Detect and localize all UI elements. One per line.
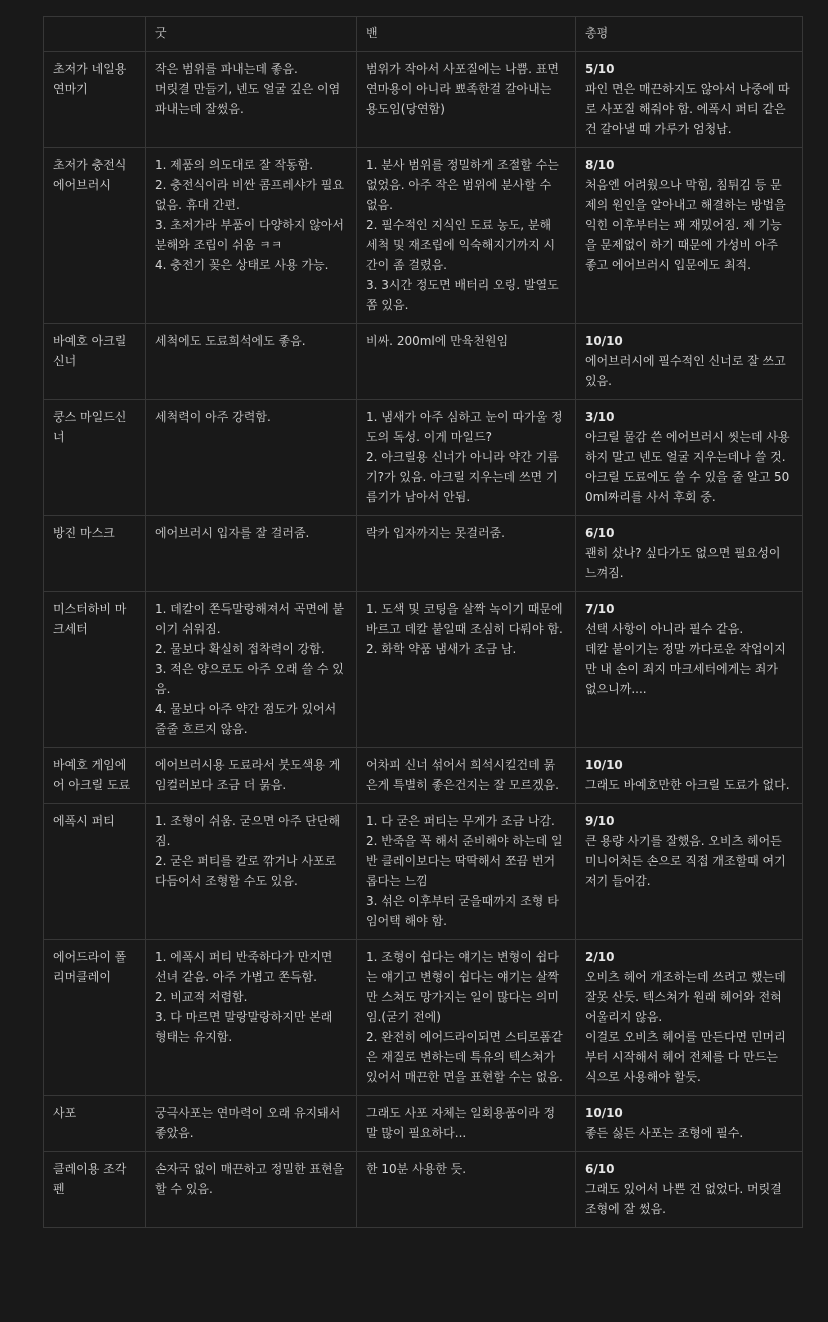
score-value: 6/10 [585,1162,615,1176]
score-value: 6/10 [585,526,615,540]
item-name-cell: 바예호 게임에어 아크릴 도료 [44,748,146,804]
bad-cell-line: 2. 아크릴용 신너가 아니라 약간 기름기?가 있음. 아크릴 지우는데 쓰면 기름기가 남아서 안됨. [366,450,559,504]
review-cell [576,804,803,940]
bad-cell-line: 그래도 사포 자체는 일회용품이라 정말 많이 필요하다... [366,1106,556,1140]
table-row [44,592,803,748]
table-body [44,52,803,1228]
table-row [44,1152,803,1228]
review-cell [576,1152,803,1228]
good-cell [146,324,357,400]
table-row [44,400,803,516]
review-table [43,16,803,1228]
bad-cell [357,940,576,1096]
good-cell [146,748,357,804]
review-cell [576,592,803,748]
review-line: 이걸로 오비츠 헤어를 만든다면 민머리부터 시작해서 헤어 전체를 다 만드는 식으로 사용해야 할듯. [585,1030,786,1084]
table-row [44,1096,803,1152]
score-value: 7/10 [585,602,615,616]
bad-cell-line: 1. 분사 범위를 정밀하게 조절할 수는 없었음. 아주 작은 범위에 분사할 수 없음. [366,158,559,212]
review-line: 큰 용량 사기를 잘했음. 오비츠 헤어든 미니어처든 손으로 직접 개조할때 여기저기 들어감. [585,834,786,888]
item-name-cell: 클레이용 조각펜 [44,1152,146,1228]
good-cell-line: 1. 조형이 쉬움. 굳으면 아주 단단해짐. [155,814,341,848]
good-cell [146,516,357,592]
good-cell-line: 작은 범위를 파내는데 좋음. [155,62,298,76]
table-row [44,748,803,804]
bad-cell-line: 2. 반죽을 꼭 해서 준비해야 하는데 일반 클레이보다는 딱딱해서 쪼끔 번거롭다는 느낌 [366,834,563,888]
header-cell-bad: 밴 [357,17,576,52]
score-value: 2/10 [585,950,615,964]
good-cell-line: 1. 제품의 의도대로 잘 작동함. [155,158,314,172]
review-cell [576,324,803,400]
bad-cell [357,148,576,324]
good-cell [146,148,357,324]
bad-cell-line: 락카 입자까지는 못걸러줌. [366,526,505,540]
review-cell [576,148,803,324]
good-cell-line: 궁극사포는 연마력이 오래 유지돼서 좋았음. [155,1106,341,1140]
table-row [44,148,803,324]
bad-cell-line: 3. 섞은 이후부터 굳을때까지 조형 타임어택 해야 함. [366,894,559,928]
good-cell [146,400,357,516]
score-value: 10/10 [585,758,623,772]
header-row [44,17,803,52]
review-line: 오비츠 헤어 개조하는데 쓰려고 했는데 잘못 산듯. 텍스쳐가 원래 헤어와 전혀 어울리지 않음. [585,970,786,1024]
score-value: 10/10 [585,1106,623,1120]
item-name-cell: 에어드라이 폴리머클레이 [44,940,146,1096]
good-cell-line: 머릿결 만들기, 넨도 얼굴 깊은 이염 파내는데 잘썼음. [155,82,341,116]
bad-cell-line: 어차피 신너 섞어서 희석시킬건데 묽은게 특별히 좋은건지는 잘 모르겠음. [366,758,559,792]
table-row [44,52,803,148]
bad-cell [357,516,576,592]
bad-cell-line: 3. 3시간 정도면 배터리 오링. 발열도 쫌 있음. [366,278,559,312]
bad-cell-line: 1. 다 굳은 퍼티는 무게가 조금 나감. [366,814,555,828]
item-name-cell: 바예호 아크릴 신너 [44,324,146,400]
good-cell-line: 3. 적은 양으로도 아주 오래 쓸 수 있음. [155,662,344,696]
good-cell-line: 2. 충전식이라 비싼 콤프레샤가 필요없음. 휴대 간편. [155,178,344,212]
score-value: 9/10 [585,814,615,828]
review-cell [576,940,803,1096]
bad-cell-line: 2. 화학 약품 냄새가 조금 남. [366,642,517,656]
review-cell [576,1096,803,1152]
review-line: 그래도 있어서 나쁜 건 없었다. 머릿결 조형에 잘 썼음. [585,1182,782,1216]
score-value: 10/10 [585,334,623,348]
item-name-cell: 미스터하비 마크세터 [44,592,146,748]
review-line: 데칼 붙이기는 정말 까다로운 작업이지만 내 손이 죄지 마크세터에게는 죄가 없으니까.... [585,642,786,696]
score-value: 5/10 [585,62,615,76]
good-cell-line: 2. 물보다 확실히 접착력이 강함. [155,642,325,656]
item-name-cell: 초저가 충전식 에어브러시 [44,148,146,324]
good-cell [146,52,357,148]
review-line: 아크릴 물감 쓴 에어브러시 씻는데 사용하지 말고 넨도 얼굴 지우는데나 쓸 것. [585,430,790,464]
good-cell [146,1096,357,1152]
review-line: 좋든 싫든 사포는 조형에 필수. [585,1126,744,1140]
good-cell-line: 1. 데칼이 쫀득말랑해져서 곡면에 붙이기 쉬워짐. [155,602,344,636]
bad-cell [357,324,576,400]
good-cell-line: 3. 초저가라 부품이 다양하지 않아서 분해와 조립이 쉬움 ㅋㅋ [155,218,344,252]
good-cell-line: 3. 다 마르면 말랑말랑하지만 본래 형태는 유지함. [155,1010,333,1044]
score-value: 3/10 [585,410,615,424]
bad-cell-line: 비싸. 200ml에 만육천원임 [366,334,509,348]
review-line: 처음엔 어려웠으나 막힘, 침튀김 등 문제의 원인을 알아내고 해결하는 방법을 익힌 이후부터는 꽤 재밌어짐. 제 기능을 문제없이 하기 때문에 가성비 아주 좋고 에어브러시 입문에도 최적. [585,178,786,272]
table-row [44,324,803,400]
item-name-cell: 에폭시 퍼티 [44,804,146,940]
bad-cell [357,1096,576,1152]
good-cell [146,940,357,1096]
review-line: 괜히 샀나? 싶다가도 없으면 필요성이 느껴짐. [585,546,781,580]
review-cell [576,400,803,516]
bad-cell-line: 범위가 작아서 사포질에는 나쁨. 표면 연마용이 아니라 뾰족한걸 갈아내는 용도임(당연함) [366,62,559,116]
item-name-cell: 초저가 네일용 연마기 [44,52,146,148]
review-table-container [43,16,802,1228]
header-cell-good: 굿 [146,17,357,52]
review-line: 아크릴 도료에도 쓸 수 있을 줄 알고 500ml짜리를 사서 후회 중. [585,470,790,504]
good-cell-line: 세척력이 아주 강력함. [155,410,271,424]
bad-cell-line: 2. 완전히 에어드라이되면 스티로폼같은 재질로 변하는데 특유의 텍스쳐가 있어서 매끈한 면을 표현할 수는 없음. [366,1030,563,1084]
good-cell-line: 4. 물보다 아주 약간 점도가 있어서 줄줄 흐르지 않음. [155,702,337,736]
bad-cell-line: 2. 필수적인 지식인 도료 농도, 분해 세척 및 재조립에 익숙해지기까지 시간이 좀 걸렸음. [366,218,556,272]
item-name-cell: 사포 [44,1096,146,1152]
good-cell-line: 4. 충전기 꽂은 상태로 사용 가능. [155,258,329,272]
good-cell-line: 손자국 없이 매끈하고 정밀한 표현을 할 수 있음. [155,1162,345,1196]
item-name-cell: 쿵스 마일드신너 [44,400,146,516]
good-cell-line: 에어브러시용 도료라서 붓도색용 게임컬러보다 조금 더 묽음. [155,758,341,792]
review-line: 파인 면은 매끈하지도 않아서 나중에 따로 사포질 해줘야 함. 에폭시 퍼티 같은건 갈아낼 때 가루가 엄청남. [585,82,790,136]
good-cell-line: 1. 에폭시 퍼티 반죽하다가 만지면 선녀 같음. 아주 가볍고 쫀득함. [155,950,333,984]
good-cell-line: 2. 굳은 퍼티를 칼로 깎거나 사포로 다듬어서 조형할 수도 있음. [155,854,337,888]
bad-cell [357,52,576,148]
bad-cell-line: 1. 냄새가 아주 심하고 눈이 따가울 정도의 독성. 이게 마일드? [366,410,563,444]
score-value: 8/10 [585,158,615,172]
item-name-cell: 방진 마스크 [44,516,146,592]
bad-cell [357,400,576,516]
table-row [44,940,803,1096]
bad-cell [357,804,576,940]
header-cell-review: 총평 [576,17,803,52]
bad-cell-line: 1. 조형이 쉽다는 얘기는 변형이 쉽다는 얘기고 변형이 쉽다는 얘기는 살짝만 스쳐도 망가지는 일이 많다는 의미임.(굳기 전에) [366,950,559,1024]
review-line: 선택 사항이 아니라 필수 같음. [585,622,744,636]
good-cell [146,804,357,940]
good-cell [146,592,357,748]
bad-cell-line: 1. 도색 및 코팅을 살짝 녹이기 때문에 바르고 데칼 붙일때 조심히 다뤄야 함. [366,602,563,636]
review-cell [576,52,803,148]
review-line: 에어브러시에 필수적인 신너로 잘 쓰고 있음. [585,354,786,388]
good-cell [146,1152,357,1228]
bad-cell-line: 한 10분 사용한 듯. [366,1162,467,1176]
good-cell-line: 에어브러시 입자를 잘 걸러줌. [155,526,310,540]
header-cell-item [44,17,146,52]
review-cell [576,748,803,804]
table-row [44,804,803,940]
table-row [44,516,803,592]
bad-cell [357,1152,576,1228]
review-line: 그래도 바예호만한 아크릴 도료가 없다. [585,778,790,792]
bad-cell [357,592,576,748]
good-cell-line: 2. 비교적 저렴함. [155,990,248,1004]
bad-cell [357,748,576,804]
good-cell-line: 세척에도 도료희석에도 좋음. [155,334,306,348]
review-cell [576,516,803,592]
